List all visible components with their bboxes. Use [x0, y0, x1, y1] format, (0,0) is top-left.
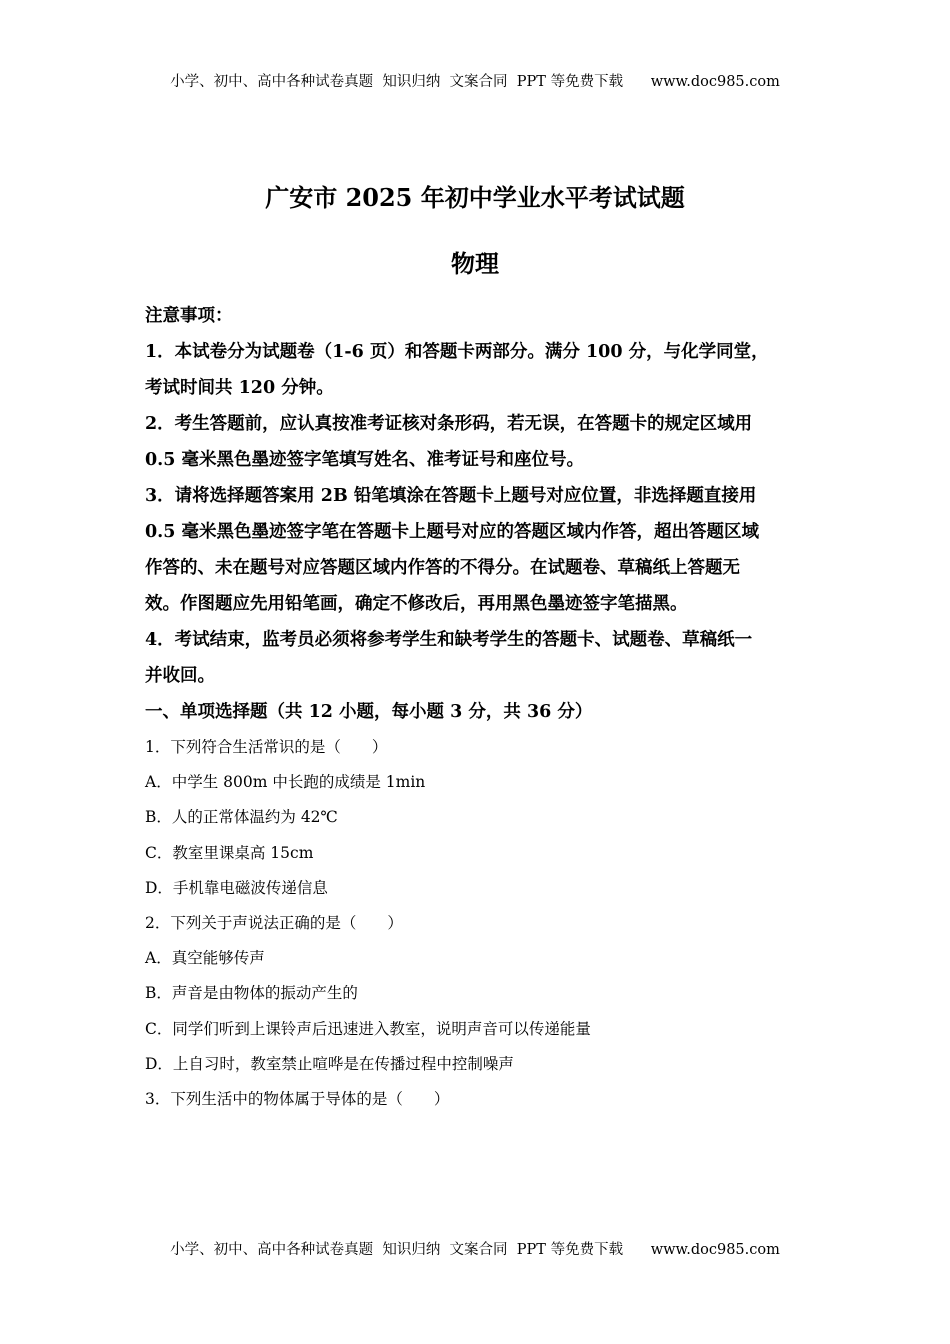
notice-line: 0.5 毫米黑色墨迹签字笔填写姓名、准考证号和座位号。 [145, 450, 585, 470]
notice-line: 1．本试卷分为试题卷（1-6 页）和答题卡两部分。满分 100 分，与化学同堂， [145, 342, 769, 362]
page-header: 小学、初中、高中各种试卷真题 知识归纳 文案合同 PPT 等免费下载 www.doc985.com [170, 74, 780, 90]
question-option: C．同学们听到上课铃声后迅速进入教室，说明声音可以传递能量 [145, 1019, 591, 1038]
question-option: D．上自习时，教室禁止喧哗是在传播过程中控制噪声 [145, 1054, 514, 1073]
question-option: C．教室里课桌高 15cm [145, 843, 314, 862]
question-option: A．真空能够传声 [145, 949, 265, 968]
notice-line: 3．请将选择题答案用 2B 铅笔填涂在答题卡上题号对应位置，非选择题直接用 [145, 486, 757, 506]
notice-heading: 注意事项： [145, 306, 233, 326]
exam-body [145, 298, 810, 1117]
notice-line: 效。作图题应先用铅笔画，确定不修改后，再用黑色墨迹签字笔描黑。 [145, 594, 688, 614]
subject-title: 物理 [451, 249, 499, 278]
notice-line: 并收回。 [145, 666, 215, 686]
question-option: B．人的正常体温约为 42℃ [145, 808, 338, 827]
notice-line: 作答的、未在题号对应答题区域内作答的不得分。在试题卷、草稿纸上答题无 [145, 558, 740, 578]
question-stem: 2．下列关于声说法正确的是（ ） [145, 913, 403, 932]
question-option: B．声音是由物体的振动产生的 [145, 984, 358, 1003]
question-stem: 3．下列生活中的物体属于导体的是（ ） [145, 1089, 450, 1108]
page-footer: 小学、初中、高中各种试卷真题 知识归纳 文案合同 PPT 等免费下载 www.doc985.com [170, 1242, 780, 1258]
question-option: A．中学生 800m 中长跑的成绩是 1min [145, 773, 426, 792]
question-option: D．手机靠电磁波传递信息 [145, 878, 328, 897]
section-heading: 一、单项选择题（共 12 小题，每小题 3 分，共 36 分） [145, 702, 593, 722]
notice-line: 0.5 毫米黑色墨迹签字笔在答题卡上题号对应的答题区域内作答，超出答题区域 [145, 522, 760, 542]
notice-line: 考试时间共 120 分钟。 [145, 378, 334, 398]
question-stem: 1．下列符合生活常识的是（ ） [145, 738, 388, 756]
notice-line: 4．考试结束，监考员必须将参考学生和缺考学生的答题卡、试题卷、草稿纸一 [145, 630, 753, 650]
notice-line: 2．考生答题前，应认真按准考证核对条形码，若无误，在答题卡的规定区域用 [145, 414, 753, 434]
exam-title: 广安市 2025 年初中学业水平考试试题 [265, 183, 685, 212]
